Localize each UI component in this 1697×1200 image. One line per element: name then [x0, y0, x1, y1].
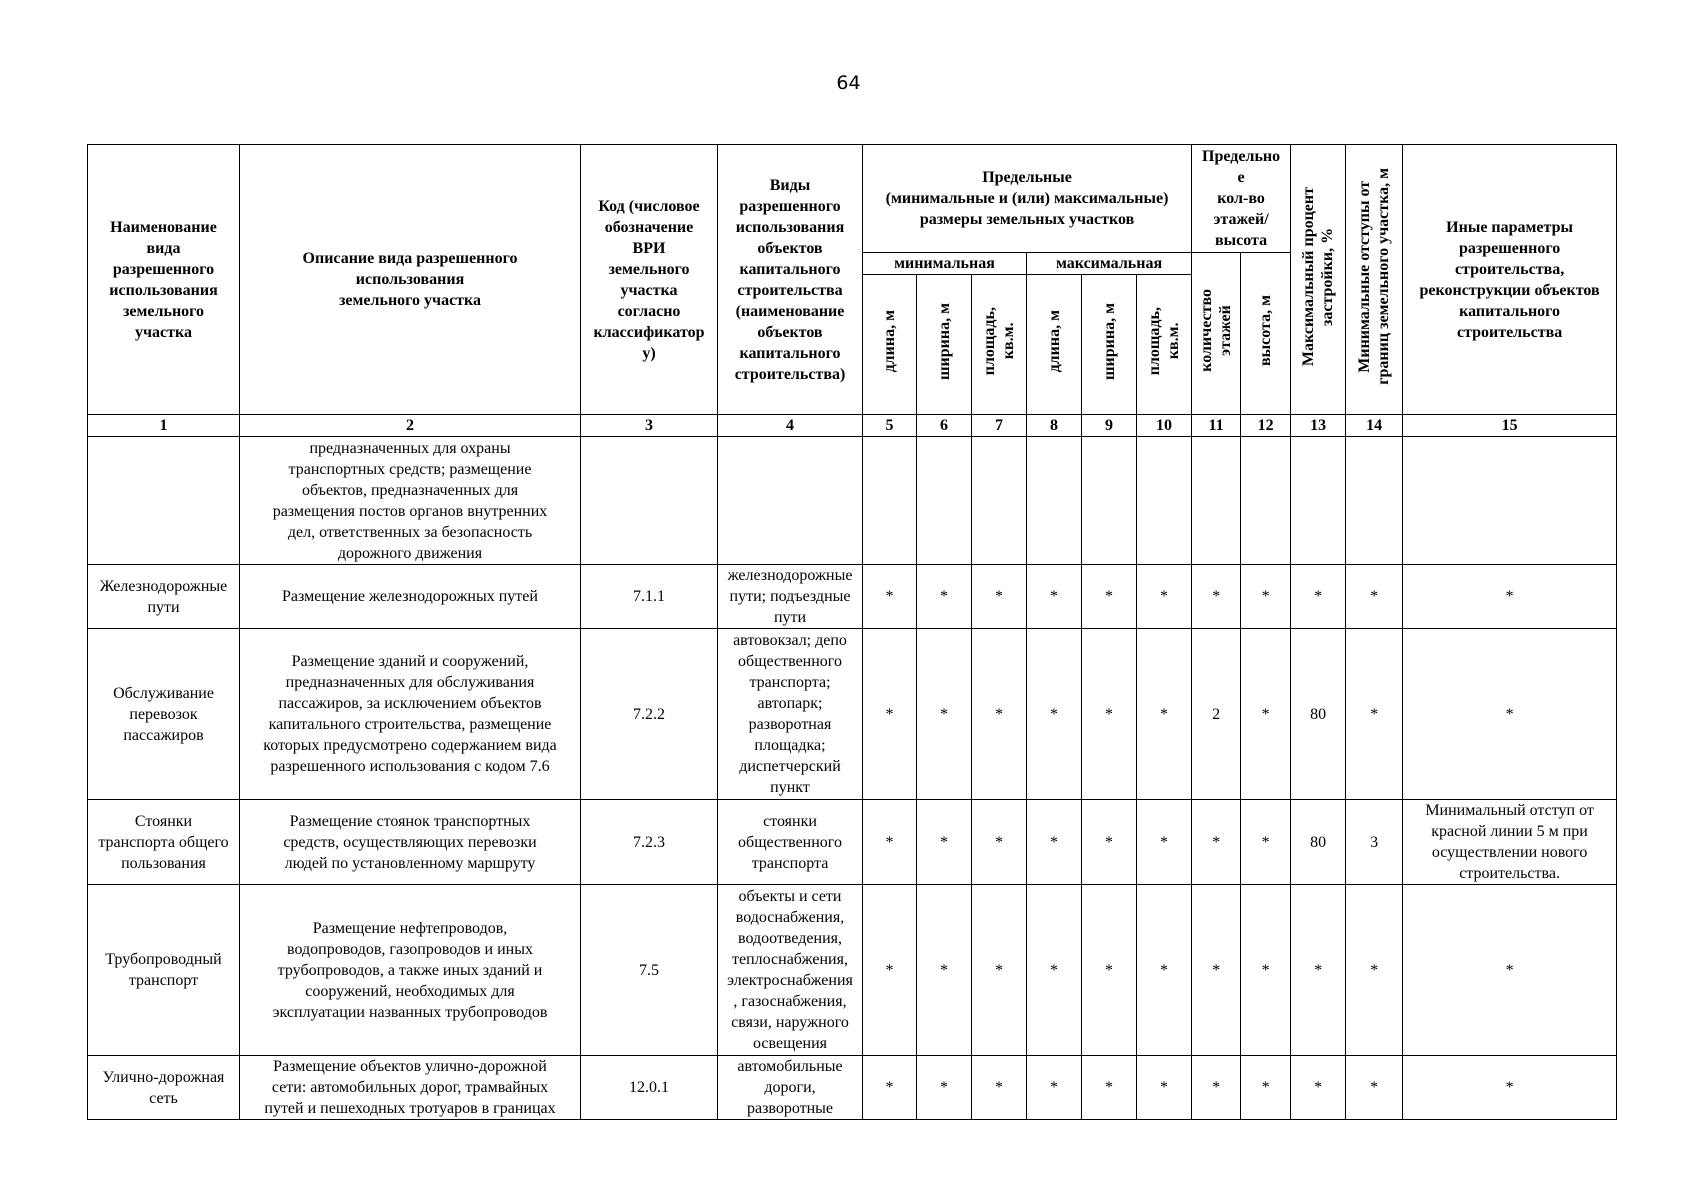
- column-number-row: [88, 415, 1617, 437]
- cell-max-width: *: [1082, 629, 1137, 800]
- table-row: [88, 437, 1617, 565]
- cell-min-length: *: [863, 885, 917, 1056]
- header-min-setbacks: Минимальные отступы от границ земельного участка, м: [1346, 145, 1403, 415]
- header-height: высота, м: [1241, 253, 1291, 415]
- header-permitted-use-name: Наименование вида разрешенного использования земельного участка: [88, 145, 240, 415]
- cell-use-name: Железнодорожные пути: [88, 565, 240, 629]
- cell-max-length: [1027, 437, 1082, 565]
- cell-height: [1241, 437, 1291, 565]
- cell-height: *: [1241, 565, 1291, 629]
- cell-min-area: *: [972, 565, 1027, 629]
- column-number: 7: [972, 415, 1027, 437]
- header-maximum: максимальная: [1027, 253, 1192, 275]
- header-max-length: длина, м: [1027, 275, 1082, 415]
- cell-max-area: *: [1137, 1056, 1192, 1120]
- cell-use-description: Размещение стоянок транспортных средств, осуществляющих перевозки людей по установленному маршруту: [240, 800, 581, 885]
- cell-height: *: [1241, 629, 1291, 800]
- cell-height: *: [1241, 1056, 1291, 1120]
- cell-building-percent: *: [1291, 565, 1346, 629]
- header-vri-code: Код (числовое обозначение ВРИ земельного участка согласно классификатор у): [581, 145, 718, 415]
- cell-vri-code: 7.2.2: [581, 629, 718, 800]
- cell-setback: *: [1346, 885, 1403, 1056]
- header-capital-objects: Виды разрешенного использования объектов капитального строительства (наименование объектов капитального строительства): [718, 145, 863, 415]
- table-row: [88, 565, 1617, 629]
- cell-capital-objects: [718, 437, 863, 565]
- cell-other-parameters: *: [1403, 629, 1617, 800]
- cell-min-width: *: [917, 565, 972, 629]
- cell-other-parameters: *: [1403, 565, 1617, 629]
- cell-max-length: *: [1027, 800, 1082, 885]
- cell-floor-count: [1192, 437, 1241, 565]
- cell-max-area: [1137, 437, 1192, 565]
- cell-min-area: [972, 437, 1027, 565]
- column-number: 1: [88, 415, 240, 437]
- cell-other-parameters: Минимальный отступ от красной линии 5 м при осуществлении нового строительства.: [1403, 800, 1617, 885]
- cell-capital-objects: объекты и сети водоснабжения, водоотведения, теплоснабжения, электроснабжения , газоснабжения, связи, наружного освещения: [718, 885, 863, 1056]
- table-row: [88, 1056, 1617, 1120]
- header-floor-count: количество этажей: [1192, 253, 1241, 415]
- cell-floor-count: 2: [1192, 629, 1241, 800]
- header-max-area: площадь, кв.м.: [1137, 275, 1192, 415]
- column-number: 6: [917, 415, 972, 437]
- cell-max-area: *: [1137, 800, 1192, 885]
- land-use-table: [87, 144, 1617, 1120]
- cell-other-parameters: *: [1403, 1056, 1617, 1120]
- cell-max-length: *: [1027, 565, 1082, 629]
- cell-setback: 3: [1346, 800, 1403, 885]
- header-use-description: Описание вида разрешенного использования земельного участка: [240, 145, 581, 415]
- cell-setback: [1346, 437, 1403, 565]
- table-row: [88, 800, 1617, 885]
- cell-max-length: *: [1027, 629, 1082, 800]
- table-row: [88, 629, 1617, 800]
- column-number: 11: [1192, 415, 1241, 437]
- cell-max-area: *: [1137, 565, 1192, 629]
- cell-use-name: [88, 437, 240, 565]
- cell-max-width: *: [1082, 800, 1137, 885]
- cell-vri-code: [581, 437, 718, 565]
- cell-max-area: *: [1137, 885, 1192, 1056]
- cell-use-description: предназначенных для охраны транспортных средств; размещение объектов, предназначенных для размещения постов органов внутренних дел, ответственных за безопасность дорожного движения: [240, 437, 581, 565]
- cell-min-length: *: [863, 800, 917, 885]
- column-number: 4: [718, 415, 863, 437]
- cell-max-width: *: [1082, 565, 1137, 629]
- cell-max-width: [1082, 437, 1137, 565]
- cell-min-length: *: [863, 565, 917, 629]
- cell-building-percent: 80: [1291, 629, 1346, 800]
- column-number: 9: [1082, 415, 1137, 437]
- cell-min-length: *: [863, 629, 917, 800]
- column-number: 2: [240, 415, 581, 437]
- cell-max-width: *: [1082, 885, 1137, 1056]
- header-plot-sizes-group: Предельные (минимальные и (или) максимальные) размеры земельных участков: [863, 145, 1192, 253]
- cell-vri-code: 7.5: [581, 885, 718, 1056]
- cell-height: *: [1241, 800, 1291, 885]
- cell-building-percent: 80: [1291, 800, 1346, 885]
- column-number: 3: [581, 415, 718, 437]
- table-header: [88, 145, 1617, 437]
- column-number: 13: [1291, 415, 1346, 437]
- cell-floor-count: *: [1192, 565, 1241, 629]
- cell-min-area: *: [972, 629, 1027, 800]
- column-number: 8: [1027, 415, 1082, 437]
- cell-min-width: *: [917, 1056, 972, 1120]
- column-number: 10: [1137, 415, 1192, 437]
- header-min-width: ширина, м: [917, 275, 972, 415]
- header-min-area: площадь, кв.м.: [972, 275, 1027, 415]
- cell-vri-code: 7.1.1: [581, 565, 718, 629]
- cell-use-name: Обслуживание перевозок пассажиров: [88, 629, 240, 800]
- cell-max-area: *: [1137, 629, 1192, 800]
- cell-floor-count: *: [1192, 800, 1241, 885]
- cell-min-width: *: [917, 800, 972, 885]
- cell-min-length: *: [863, 1056, 917, 1120]
- table-body: [88, 437, 1617, 1120]
- cell-vri-code: 12.0.1: [581, 1056, 718, 1120]
- cell-setback: *: [1346, 565, 1403, 629]
- column-number: 5: [863, 415, 917, 437]
- cell-use-description: Размещение объектов улично-дорожной сети: автомобильных дорог, трамвайных путей и пешеходных тротуаров в границах: [240, 1056, 581, 1120]
- cell-min-area: *: [972, 885, 1027, 1056]
- cell-use-description: Размещение железнодорожных путей: [240, 565, 581, 629]
- cell-max-length: *: [1027, 1056, 1082, 1120]
- cell-min-width: [917, 437, 972, 565]
- cell-floor-count: *: [1192, 885, 1241, 1056]
- cell-use-description: Размещение зданий и сооружений, предназначенных для обслуживания пассажиров, за исключением объектов капитального строительства, размещение которых предусмотрено содержанием вида разрешенного использования с кодом 7.6: [240, 629, 581, 800]
- cell-capital-objects: железнодорожные пути; подъездные пути: [718, 565, 863, 629]
- cell-max-length: *: [1027, 885, 1082, 1056]
- cell-use-name: Улично-дорожная сеть: [88, 1056, 240, 1120]
- cell-use-name: Трубопроводный транспорт: [88, 885, 240, 1056]
- page-number: 64: [836, 72, 861, 94]
- column-number: 12: [1241, 415, 1291, 437]
- table-row: [88, 885, 1617, 1056]
- cell-min-width: *: [917, 885, 972, 1056]
- header-min-length: длина, м: [863, 275, 917, 415]
- cell-min-area: *: [972, 800, 1027, 885]
- cell-capital-objects: стоянки общественного транспорта: [718, 800, 863, 885]
- cell-max-width: *: [1082, 1056, 1137, 1120]
- header-max-building-percent: Максимальный процент застройки, %: [1291, 145, 1346, 415]
- cell-setback: *: [1346, 1056, 1403, 1120]
- cell-setback: *: [1346, 629, 1403, 800]
- cell-min-area: *: [972, 1056, 1027, 1120]
- cell-building-percent: *: [1291, 885, 1346, 1056]
- cell-capital-objects: автомобильные дороги, разворотные: [718, 1056, 863, 1120]
- cell-building-percent: [1291, 437, 1346, 565]
- cell-height: *: [1241, 885, 1291, 1056]
- column-number: 14: [1346, 415, 1403, 437]
- cell-min-width: *: [917, 629, 972, 800]
- header-minimum: минимальная: [863, 253, 1027, 275]
- header-floors-height-group: Предельно е кол-во этажей/ высота: [1192, 145, 1291, 253]
- cell-use-name: Стоянки транспорта общего пользования: [88, 800, 240, 885]
- header-other-parameters: Иные параметры разрешенного строительства, реконструкции объектов капитального строительства: [1403, 145, 1617, 415]
- header-max-width: ширина, м: [1082, 275, 1137, 415]
- cell-vri-code: 7.2.3: [581, 800, 718, 885]
- cell-use-description: Размещение нефтепроводов, водопроводов, газопроводов и иных трубопроводов, а также иных зданий и сооружений, необходимых для эксплуатации названных трубопроводов: [240, 885, 581, 1056]
- cell-min-length: [863, 437, 917, 565]
- cell-floor-count: *: [1192, 1056, 1241, 1120]
- cell-other-parameters: [1403, 437, 1617, 565]
- cell-other-parameters: *: [1403, 885, 1617, 1056]
- column-number: 15: [1403, 415, 1617, 437]
- cell-capital-objects: автовокзал; депо общественного транспорта; автопарк; разворотная площадка; диспетчерский пункт: [718, 629, 863, 800]
- cell-building-percent: *: [1291, 1056, 1346, 1120]
